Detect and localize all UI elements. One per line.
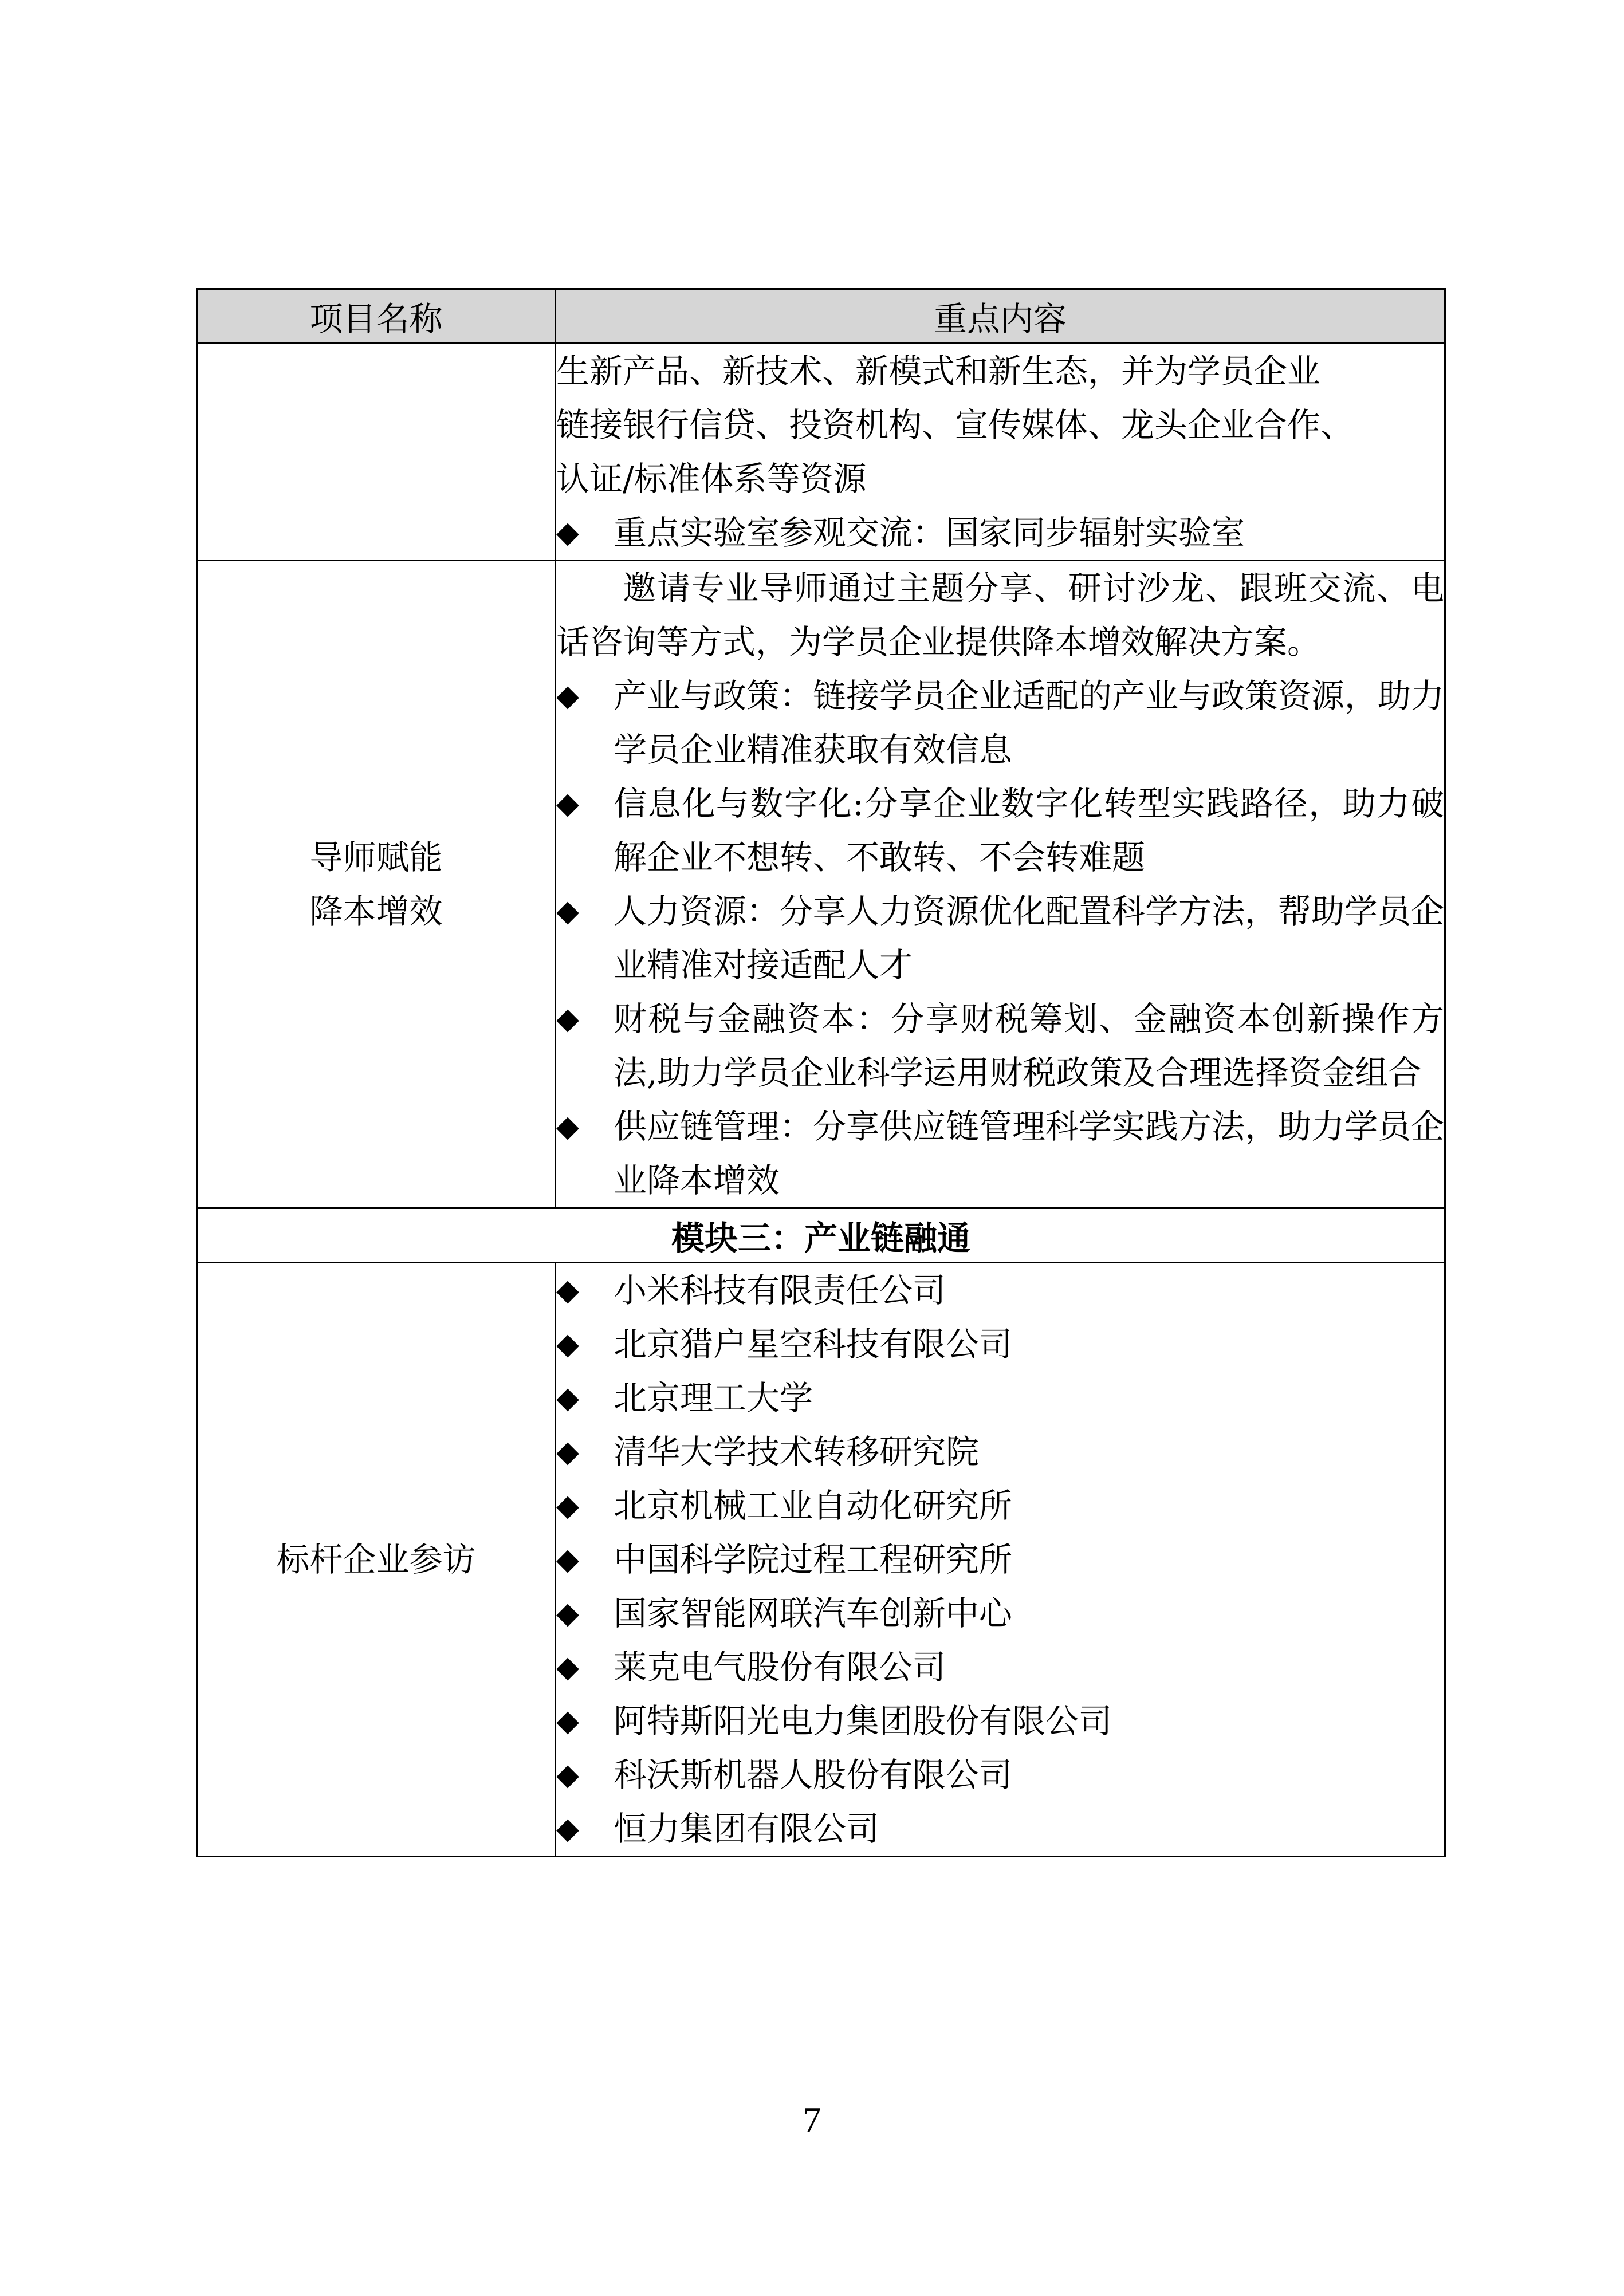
header-key-content: 重点内容 xyxy=(556,289,1445,344)
diamond-bullet-icon: ◆ xyxy=(556,679,579,713)
diamond-bullet-icon: ◆ xyxy=(556,894,579,928)
list-item: ◆ 阿特斯阳光电力集团股份有限公司 xyxy=(556,1694,1444,1748)
list-item: ◆ 小米科技有限责任公司 xyxy=(556,1263,1444,1317)
row-name-visit: 标杆企业参访 xyxy=(197,1263,556,1857)
row-name-mentor: 导师赋能 降本增效 xyxy=(197,561,556,1208)
content-line: 认证/标准体系等资源 xyxy=(556,459,867,498)
row-content-mentor xyxy=(556,561,1445,1208)
row-content-visit xyxy=(556,1263,1445,1857)
header-project-name: 项目名称 xyxy=(197,289,556,344)
diamond-bullet-icon: ◆ xyxy=(556,1327,579,1361)
diamond-bullet-icon: ◆ xyxy=(556,1650,579,1684)
module-title: 模块三：产业链融通 xyxy=(197,1208,1445,1263)
diamond-bullet-icon: ◆ xyxy=(556,1273,579,1308)
diamond-bullet-icon: ◆ xyxy=(556,786,579,821)
diamond-bullet-icon: ◆ xyxy=(556,1542,579,1577)
list-item: ◆ 中国科学院过程工程研究所 xyxy=(556,1533,1444,1586)
list-item: ◆ 清华大学技术转移研究院 xyxy=(556,1425,1444,1479)
diamond-bullet-icon: ◆ xyxy=(556,1109,579,1144)
diamond-bullet-icon: ◆ xyxy=(556,1381,579,1415)
list-item: ◆ 人力资源：分享人力资源优化配置科学方法，帮助学员企业精准对接适配人才 xyxy=(556,884,1444,992)
diamond-bullet-icon: ◆ xyxy=(556,515,579,550)
list-item: ◆ 重点实验室参观交流：国家同步辐射实验室 xyxy=(556,506,1444,560)
diamond-bullet-icon: ◆ xyxy=(556,1704,579,1738)
list-item: ◆ 北京机械工业自动化研究所 xyxy=(556,1479,1444,1533)
list-item: ◆ 北京理工大学 xyxy=(556,1371,1444,1425)
row-content-continuation xyxy=(556,344,1445,561)
list-item: ◆ 科沃斯机器人股份有限公司 xyxy=(556,1748,1444,1802)
row-name-empty xyxy=(197,344,556,561)
page-number: 7 xyxy=(803,2100,821,2140)
content-line: 生新产品、新技术、新模式和新生态，并为学员企业 xyxy=(556,352,1321,391)
list-item: ◆ 国家智能网联汽车创新中心 xyxy=(556,1586,1444,1640)
intro-paragraph: 邀请专业导师通过主题分享、研讨沙龙、跟班交流、电话咨询等方式，为学员企业提供降本增效解决方案。 xyxy=(556,569,1444,661)
diamond-bullet-icon: ◆ xyxy=(556,1596,579,1631)
table-header-row xyxy=(197,289,1445,344)
diamond-bullet-icon: ◆ xyxy=(556,1811,579,1846)
program-table xyxy=(196,288,1446,1857)
table-row-visit xyxy=(197,1263,1445,1857)
diamond-bullet-icon: ◆ xyxy=(556,1435,579,1469)
list-item: ◆ 产业与政策：链接学员企业适配的产业与政策资源，助力学员企业精准获取有效信息 xyxy=(556,669,1444,777)
table-row-mentor xyxy=(197,561,1445,1208)
list-item: ◆ 北京猎户星空科技有限公司 xyxy=(556,1317,1444,1371)
table-row-continuation xyxy=(197,344,1445,561)
diamond-bullet-icon: ◆ xyxy=(556,1488,579,1523)
list-item: ◆ 供应链管理：分享供应链管理科学实践方法，助力学员企业降本增效 xyxy=(556,1100,1444,1207)
table-row-module xyxy=(197,1208,1445,1263)
list-item: ◆ 财税与金融资本：分享财税筹划、金融资本创新操作方法,助力学员企业科学运用财税政策及合理选择资金组合 xyxy=(556,992,1444,1100)
diamond-bullet-icon: ◆ xyxy=(556,1758,579,1792)
list-item: ◆ 信息化与数字化:分享企业数字化转型实践路径，助力破解企业不想转、不敢转、不会转难题 xyxy=(556,777,1444,884)
list-item: ◆ 莱克电气股份有限公司 xyxy=(556,1640,1444,1694)
content-line: 链接银行信贷、投资机构、宣传媒体、龙头企业合作、 xyxy=(556,405,1354,444)
diamond-bullet-icon: ◆ xyxy=(556,1002,579,1036)
list-item: ◆ 恒力集团有限公司 xyxy=(556,1802,1444,1856)
